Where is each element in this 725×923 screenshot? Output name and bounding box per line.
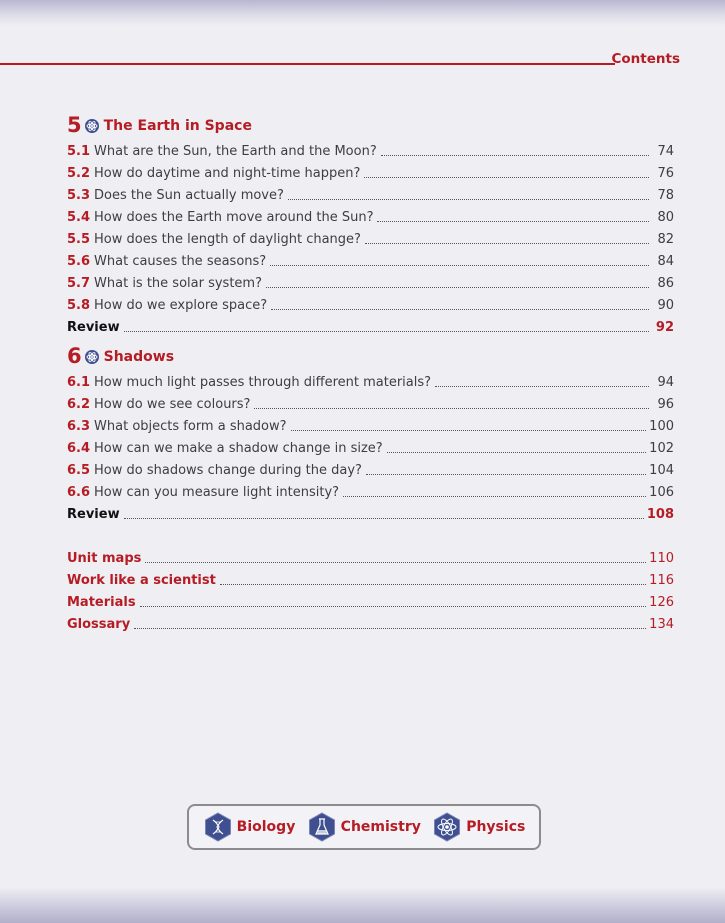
page-number: 100 xyxy=(649,419,674,434)
page-number: 78 xyxy=(657,188,674,203)
lesson-title: How do daytime and night-time happen? xyxy=(94,166,361,181)
flask-icon xyxy=(307,812,337,842)
header-rule xyxy=(0,63,615,65)
leader-dots xyxy=(291,430,647,431)
toc-row[interactable] xyxy=(67,138,674,160)
lesson-number: 5.8 xyxy=(67,298,91,313)
leader-dots xyxy=(271,309,649,310)
unit-heading-5[interactable] xyxy=(67,115,252,136)
lesson-title: What are the Sun, the Earth and the Moon? xyxy=(94,144,377,159)
page-number: 126 xyxy=(649,595,674,610)
toc-row[interactable] xyxy=(67,182,674,204)
review-title: Review xyxy=(67,507,120,522)
atom-icon xyxy=(432,812,462,842)
leader-dots xyxy=(145,562,646,563)
lesson-title: How do we explore space? xyxy=(94,298,268,313)
toc-row[interactable] xyxy=(67,369,674,391)
lesson-title: How much light passes through different materials? xyxy=(94,375,432,390)
review-row[interactable] xyxy=(67,501,674,523)
page-number: 102 xyxy=(649,441,674,456)
leader-dots xyxy=(140,606,647,607)
lesson-number: 6.6 xyxy=(67,485,91,500)
lesson-title: How does the Earth move around the Sun? xyxy=(94,210,374,225)
leader-dots xyxy=(435,386,649,387)
leader-dots xyxy=(381,155,649,156)
page-number: 84 xyxy=(657,254,674,269)
lesson-number: 6.4 xyxy=(67,441,91,456)
toc-row[interactable] xyxy=(67,248,674,270)
page-number: 90 xyxy=(657,298,674,313)
leader-dots xyxy=(254,408,649,409)
page-number: 106 xyxy=(649,485,674,500)
lesson-number: 6.2 xyxy=(67,397,91,412)
page-title: Contents xyxy=(611,51,680,67)
review-row[interactable] xyxy=(67,314,674,336)
page-number: 110 xyxy=(649,551,674,566)
leader-dots xyxy=(288,199,649,200)
lesson-title: How can we make a shadow change in size? xyxy=(94,441,383,456)
section-title: Unit maps xyxy=(67,551,142,566)
lesson-number: 5.1 xyxy=(67,144,91,159)
back-matter-unit-maps[interactable] xyxy=(67,545,674,567)
page-number: 104 xyxy=(649,463,674,478)
lesson-title: What is the solar system? xyxy=(94,276,262,291)
page-number: 80 xyxy=(657,210,674,225)
page-number: 76 xyxy=(657,166,674,181)
leader-dots xyxy=(364,177,649,178)
toc-row[interactable] xyxy=(67,479,674,501)
lesson-number: 6.5 xyxy=(67,463,91,478)
leader-dots xyxy=(134,628,646,629)
lesson-number: 5.5 xyxy=(67,232,91,247)
toc-row[interactable] xyxy=(67,457,674,479)
unit-title: Shadows xyxy=(103,348,175,365)
section-title: Work like a scientist xyxy=(67,573,216,588)
lesson-number: 5.3 xyxy=(67,188,91,203)
lesson-title: How does the length of daylight change? xyxy=(94,232,361,247)
top-shade xyxy=(0,0,725,26)
review-title: Review xyxy=(67,320,120,335)
unit-number: 6 xyxy=(67,344,82,368)
lesson-number: 5.6 xyxy=(67,254,91,269)
subject-legend xyxy=(187,804,541,850)
atom-icon xyxy=(85,119,99,133)
leader-dots xyxy=(366,474,646,475)
page-number: 82 xyxy=(657,232,674,247)
toc-row[interactable] xyxy=(67,435,674,457)
lesson-title: How do shadows change during the day? xyxy=(94,463,362,478)
page-number: 108 xyxy=(646,507,674,522)
leader-dots xyxy=(377,221,649,222)
page-number: 96 xyxy=(657,397,674,412)
toc-row[interactable] xyxy=(67,226,674,248)
leader-dots xyxy=(270,265,649,266)
section-title: Glossary xyxy=(67,617,131,632)
lesson-title: What objects form a shadow? xyxy=(94,419,287,434)
legend-label: Biology xyxy=(236,819,296,835)
unit-title: The Earth in Space xyxy=(103,117,252,134)
leader-dots xyxy=(387,452,646,453)
atom-icon xyxy=(85,350,99,364)
legend-item-biology xyxy=(203,812,296,842)
legend-label: Physics xyxy=(466,819,526,835)
dna-icon xyxy=(203,812,233,842)
toc-row[interactable] xyxy=(67,391,674,413)
toc-row[interactable] xyxy=(67,160,674,182)
toc-row[interactable] xyxy=(67,270,674,292)
page-number: 86 xyxy=(657,276,674,291)
leader-dots xyxy=(343,496,646,497)
lesson-title: Does the Sun actually move? xyxy=(94,188,284,203)
leader-dots xyxy=(124,331,649,332)
toc-row[interactable] xyxy=(67,204,674,226)
leader-dots xyxy=(220,584,646,585)
lesson-number: 5.2 xyxy=(67,166,91,181)
leader-dots xyxy=(124,518,644,519)
page-number: 116 xyxy=(649,573,674,588)
back-matter-glossary[interactable] xyxy=(67,611,674,633)
lesson-number: 5.4 xyxy=(67,210,91,225)
lesson-title: How do we see colours? xyxy=(94,397,251,412)
lesson-title: What causes the seasons? xyxy=(94,254,267,269)
page-number: 94 xyxy=(657,375,674,390)
legend-item-chemistry xyxy=(307,812,421,842)
unit-heading-6[interactable] xyxy=(67,346,174,367)
page-number: 74 xyxy=(657,144,674,159)
toc-row[interactable] xyxy=(67,413,674,435)
back-matter-work-like-a-scientist[interactable] xyxy=(67,567,674,589)
lesson-number: 6.1 xyxy=(67,375,91,390)
bottom-shade xyxy=(0,887,725,923)
page-number: 134 xyxy=(649,617,674,632)
lesson-number: 6.3 xyxy=(67,419,91,434)
toc-row[interactable] xyxy=(67,292,674,314)
leader-dots xyxy=(365,243,649,244)
legend-label: Chemistry xyxy=(340,819,421,835)
leader-dots xyxy=(266,287,649,288)
back-matter-materials[interactable] xyxy=(67,589,674,611)
lesson-title: How can you measure light intensity? xyxy=(94,485,340,500)
page-number: 92 xyxy=(655,320,674,335)
lesson-number: 5.7 xyxy=(67,276,91,291)
section-title: Materials xyxy=(67,595,136,610)
unit-number: 5 xyxy=(67,113,82,137)
legend-item-physics xyxy=(432,812,525,842)
